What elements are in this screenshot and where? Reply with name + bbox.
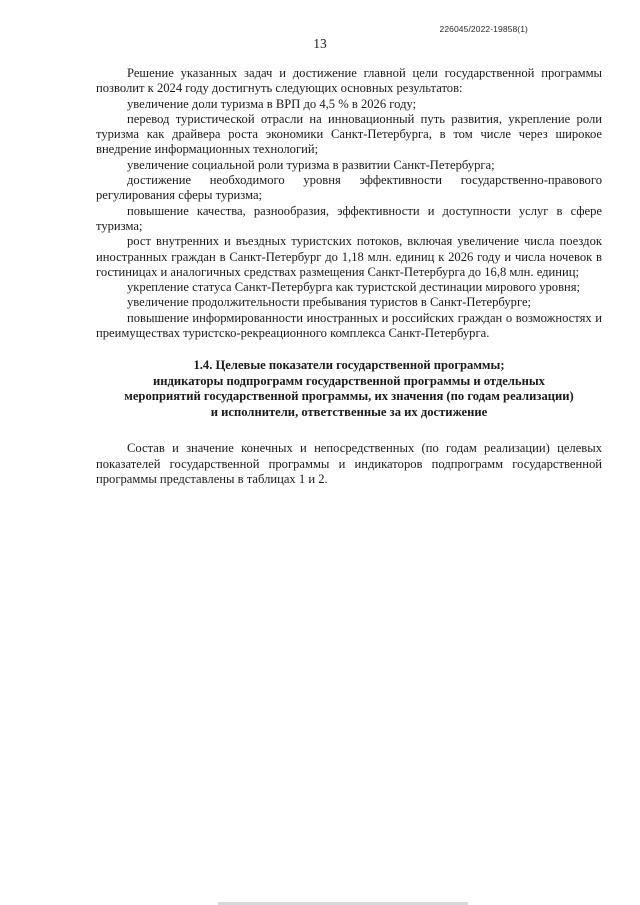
section-body-paragraph: Состав и значение конечных и непосредственных (по годам реализации) целевых показателей государственной программы и индикаторов подпрограмм государственной программы представлены в таблицах 1 и 2. <box>96 441 602 486</box>
result-item-social-role: увеличение социальной роли туризма в развитии Санкт-Петербурга; <box>127 157 495 172</box>
document-body <box>96 66 602 487</box>
result-item-innovation: перевод туристической отрасли на инновационный путь развития, укрепление роли туризма как драйвера роста экономики Санкт-Петербурга, в том числе через широкое внедрение информационных технологий; <box>96 111 602 157</box>
result-item-service-quality: повышение качества, разнообразия, эффективности и доступности услуг в сфере туризма; <box>96 203 602 233</box>
section-heading <box>96 358 602 420</box>
result-item-world-status: укрепление статуса Санкт-Петербурга как туристской дестинации мирового уровня; <box>127 280 581 295</box>
section-heading-line: 1.4. Целевые показатели государственной программы; <box>193 358 505 373</box>
result-item-awareness: повышение информированности иностранных и российских граждан о возможностях и преимуществах туристско-рекреационного комплекса Санкт-Петербурга. <box>96 310 602 341</box>
result-item-tourist-flows: рост внутренних и въездных туристских потоков, включая увеличение числа поездок иностранных граждан в Санкт-Петербург до 1,18 млн. единиц к 2026 году и числа ночевок в гостиницах и аналогичных средствах размещения Санкт-Петербурга до 16,8 млн. единиц; <box>96 234 602 279</box>
document-registration-number: 226045/2022-19858(1) <box>439 24 528 34</box>
section-heading-line: и исполнители, ответственные за их достижение <box>210 404 488 419</box>
section-heading-line: мероприятий государственной программы, их значения (по годам реализации) <box>124 389 574 404</box>
page-number: 13 <box>313 36 327 51</box>
result-item-tourism-share: увеличение доли туризма в ВРП до 4,5 % в 2026 году; <box>127 96 417 111</box>
result-item-stay-duration: увеличение продолжительности пребывания туристов в Санкт-Петербурге; <box>127 295 532 310</box>
results-intro-paragraph: Решение указанных задач и достижение главной цели государственной программы позволит к 2024 году достигнуть следующих основных результатов: <box>96 66 602 96</box>
section-heading-line: индикаторы подпрограмм государственной программы и отдельных <box>153 373 545 388</box>
result-item-regulation: достижение необходимого уровня эффективности государственно-правового регулирования сферы туризма; <box>96 173 602 203</box>
